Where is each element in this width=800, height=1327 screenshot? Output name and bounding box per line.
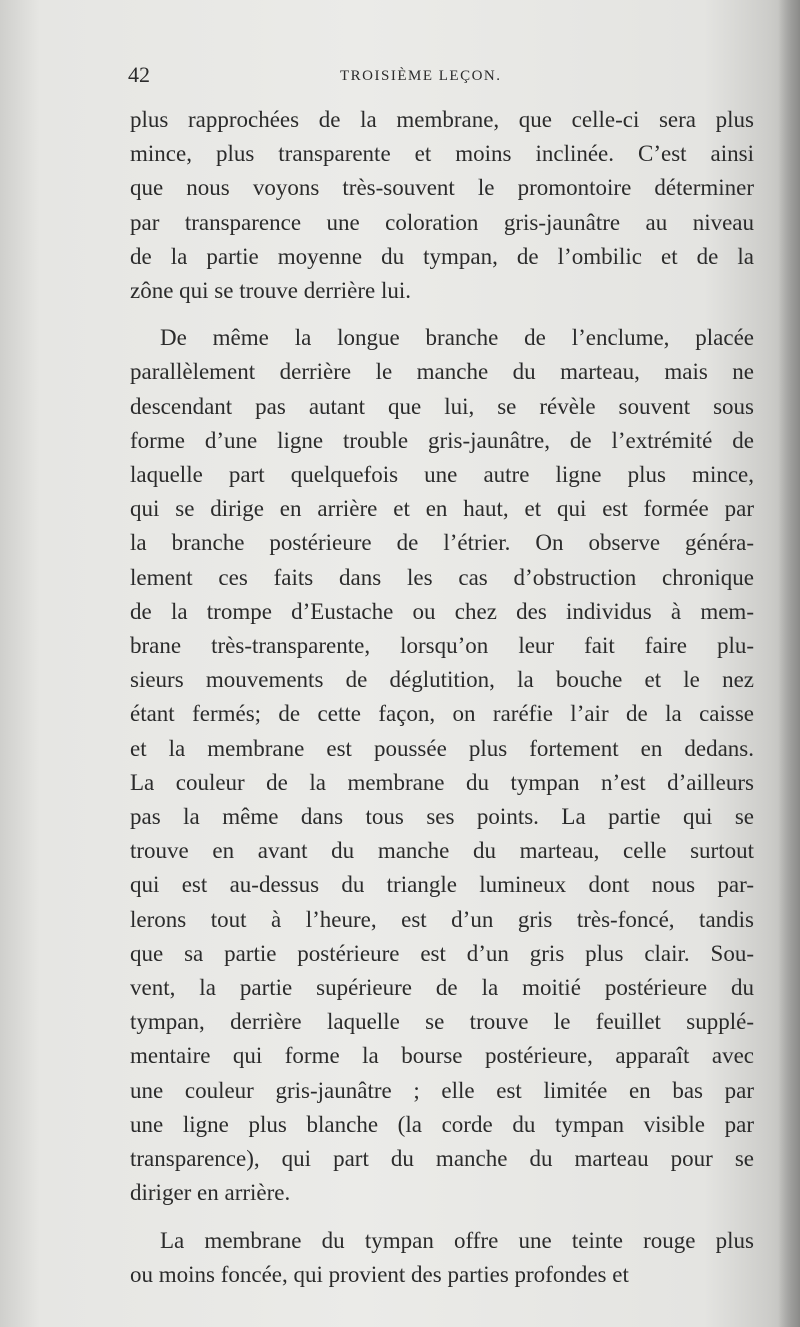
text-line: que sa partie postérieure est d’un gris plus clair. Sou- — [130, 940, 754, 966]
text-line: La membrane du tympan offre une teinte rouge plus — [160, 1227, 754, 1253]
text-line: mince, plus transparente et moins inclinée. C’est ainsi — [130, 141, 754, 167]
text-line: que nous voyons très-souvent le promontoire déterminer — [130, 175, 754, 201]
paragraph — [130, 321, 754, 1210]
paragraph-gap — [130, 1211, 754, 1224]
text-line: transparence), qui part du manche du marteau pour se — [130, 1146, 754, 1172]
text-line: tympan, derrière laquelle se trouve le feuillet supplé- — [130, 1009, 754, 1035]
text-line: par transparence une coloration gris-jaunâtre au niveau — [130, 209, 754, 235]
text-line: qui se dirige en arrière et en haut, et qui est formée par — [130, 496, 754, 522]
text-line: pas la même dans tous ses points. La partie qui se — [130, 804, 754, 830]
text-line: la branche postérieure de l’étrier. On observe généra- — [130, 530, 754, 556]
text-line: zône qui se trouve derrière lui. — [130, 278, 411, 304]
text-line: laquelle part quelquefois une autre ligne plus mince, — [130, 462, 754, 488]
text-line: vent, la partie supérieure de la moitié postérieure du — [130, 975, 754, 1001]
text-line: sieurs mouvements de déglutition, la bouche et le nez — [130, 667, 754, 693]
text-line: de la partie moyenne du tympan, de l’ombilic et de la — [130, 243, 754, 269]
text-line: une ligne plus blanche (la corde du tympan visible par — [130, 1111, 754, 1137]
text-line: La couleur de la membrane du tympan n’est d’ailleurs — [130, 769, 754, 795]
text-line: trouve en avant du manche du marteau, celle surtout — [130, 838, 754, 864]
text-line: descendant pas autant que lui, se révèle souvent sous — [130, 393, 754, 419]
running-head — [128, 62, 688, 88]
text-line: lement ces faits dans les cas d’obstruction chronique — [130, 564, 754, 590]
text-line: forme d’une ligne trouble gris-jaunâtre, de l’extrémité de — [130, 427, 754, 453]
text-line: diriger en arrière. — [130, 1180, 291, 1206]
text-line: qui est au-dessus du triangle lumineux dont nous par- — [130, 872, 754, 898]
text-line: ou moins foncée, qui provient des parties profondes et — [130, 1261, 629, 1287]
text-line: de la trompe d’Eustache ou chez des individus à mem- — [130, 598, 754, 624]
text-line: plus rapprochées de la membrane, que celle-ci sera plus — [130, 107, 754, 132]
paragraph-gap — [130, 308, 754, 321]
page-edge-shadow — [778, 0, 800, 1327]
text-line: lerons tout à l’heure, est d’un gris très-foncé, tandis — [130, 906, 754, 932]
text-line: et la membrane est poussée plus fortement en dedans. — [130, 735, 754, 761]
paragraph — [130, 103, 754, 308]
text-line: brane très-transparente, lorsqu’on leur fait faire plu- — [130, 633, 754, 659]
text-line: étant fermés; de cette façon, on raréfie l’air de la caisse — [130, 701, 754, 727]
body-text — [130, 103, 754, 1292]
page-number: 42 — [128, 62, 150, 87]
text-line: une couleur gris-jaunâtre ; elle est limitée en bas par — [130, 1077, 754, 1103]
paragraph — [130, 1224, 754, 1292]
text-line: parallèlement derrière le manche du marteau, mais ne — [130, 359, 754, 385]
text-line: De même la longue branche de l’enclume, placée — [160, 325, 754, 351]
running-title: TROISIÈME LEÇON. — [340, 68, 502, 84]
text-line: mentaire qui forme la bourse postérieure, apparaît avec — [130, 1043, 754, 1069]
